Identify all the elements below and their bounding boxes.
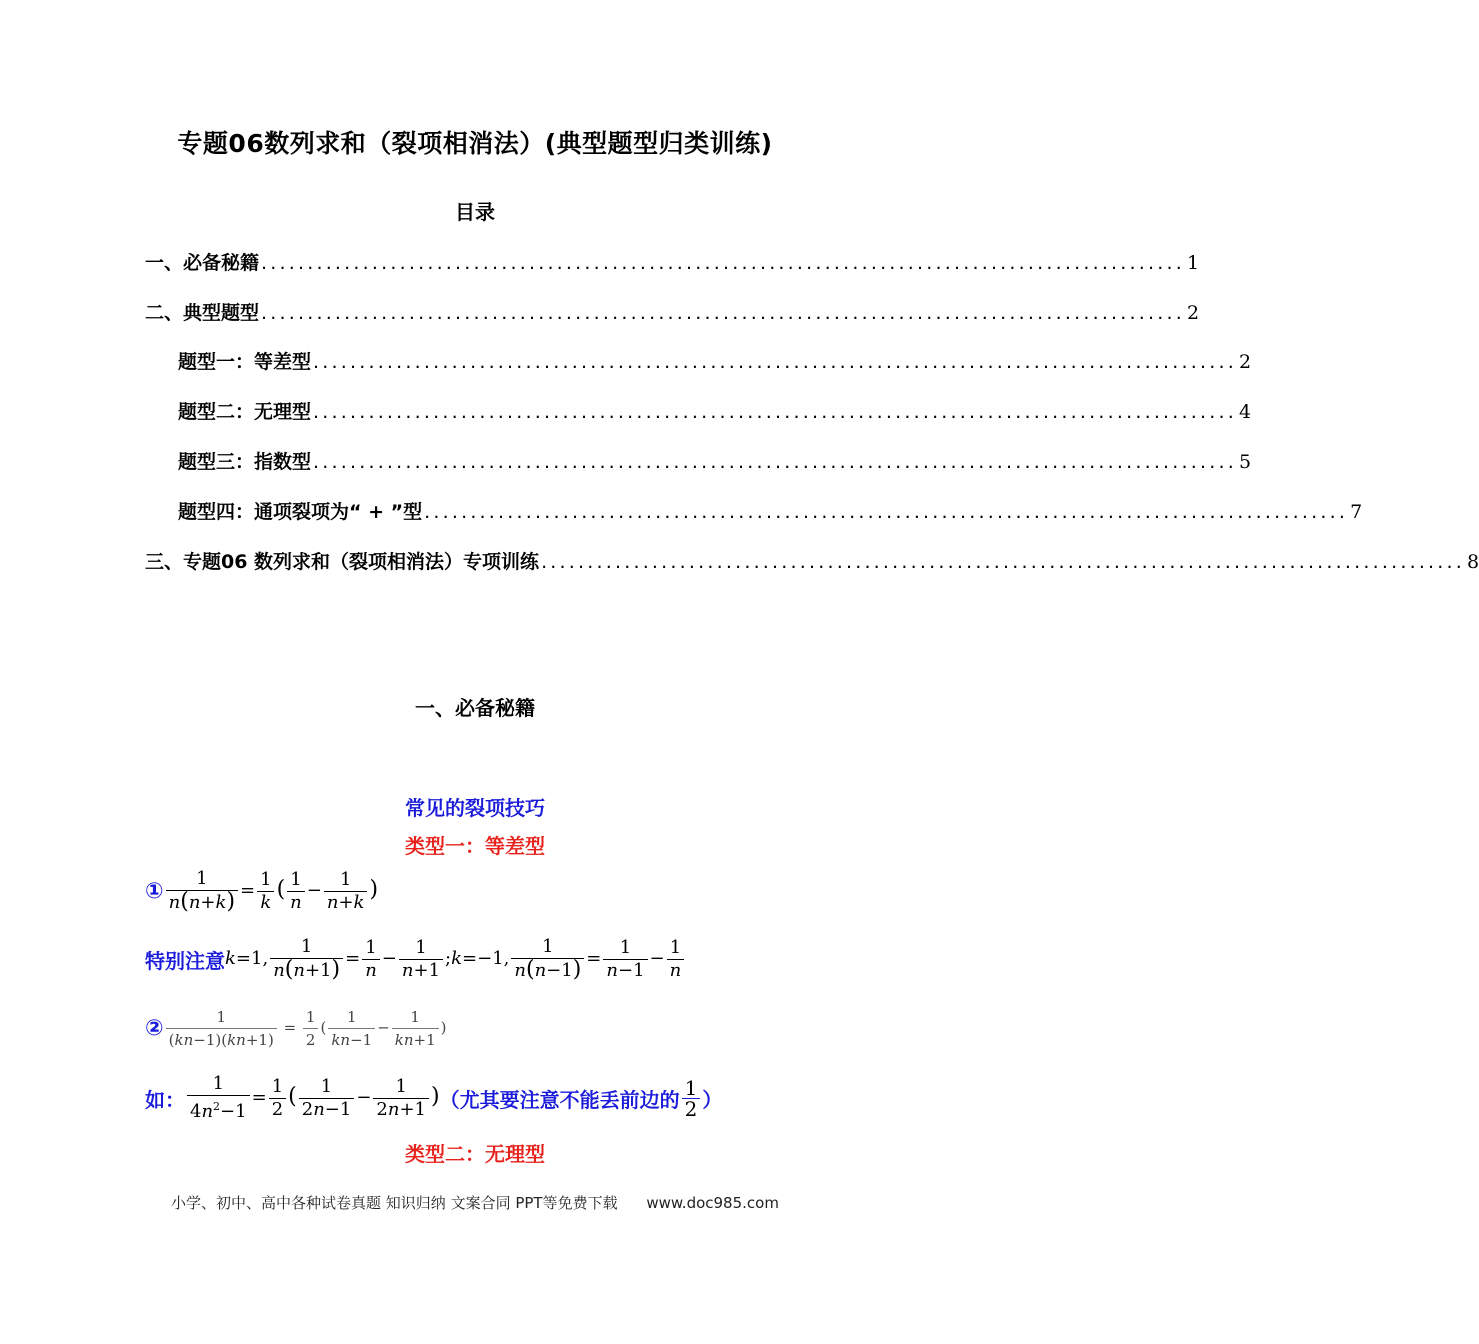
- footer-text: 小学、初中、高中各种试卷真题 知识归纳 文案合同 PPT等免费下载: [171, 1194, 618, 1212]
- toc-item-page: 8: [1467, 551, 1479, 573]
- special-note-math: k=1, $\frac{1}{n(n+1)}$ = $\frac{1}{n}$ − $\frac{1}{n+1}$ ;k=−1, $\frac{1}{n(n-1)}$ = $\frac{1}{n-1}$ − $\frac{1}{n}$: [225, 936, 686, 982]
- toc-leader-dots: ....................................................................................................: [313, 351, 1237, 373]
- type-heading-irrational: 类型二：无理型: [405, 1142, 545, 1166]
- toc-item-label: 三、专题06 数列求和（裂项相消法）专项训练: [145, 551, 540, 573]
- toc-item-label: 一、必备秘籍: [145, 252, 260, 274]
- toc-item-page: 5: [1238, 451, 1252, 473]
- toc-item-page: 4: [1238, 401, 1252, 423]
- toc-item-page: 2: [1238, 351, 1252, 373]
- type-heading-arithmetic: 类型一：等差型: [405, 834, 545, 858]
- toc-item-page: 7: [1350, 501, 1363, 523]
- toc-leader-dots: ....................................................................................................: [541, 551, 1466, 573]
- toc-item[interactable]: [145, 298, 1200, 325]
- special-note-label: 特别注意: [145, 948, 225, 973]
- special-note: [145, 936, 686, 982]
- toc-leader-dots: ....................................................................................................: [261, 252, 1185, 274]
- toc-item[interactable]: [145, 547, 1479, 574]
- toc-item-label: 二、典型题型: [145, 302, 260, 324]
- document-title: 专题06数列求和（裂项相消法）(典型题型归类训练): [177, 129, 773, 158]
- circled-number: ②: [145, 1016, 164, 1041]
- example-note-half: $\frac{1}{2}$: [680, 1078, 703, 1119]
- toc-leader-dots: ....................................................................................................: [261, 302, 1185, 324]
- toc-leader-dots: ....................................................................................................: [313, 451, 1237, 473]
- toc-item-label: 题型四：通项裂项为“ + ”型: [178, 501, 423, 523]
- example-note-end: ）: [702, 1087, 723, 1112]
- section-heading: 一、必备秘籍: [415, 696, 535, 720]
- toc-item-label: 题型一：等差型: [178, 351, 312, 373]
- circled-number: ①: [145, 878, 164, 904]
- toc-item-page: 1: [1186, 252, 1200, 274]
- example-label: 如：: [145, 1087, 185, 1112]
- example-math: $\frac{1}{4n^2-1}$ = $\frac{1}{2}$ ( $\frac{1}{2n-1}$ − $\frac{1}{2n+1}$ ): [185, 1073, 440, 1123]
- toc-heading: 目录: [455, 200, 495, 224]
- example-note: （尤其要注意不能丢前边的: [439, 1087, 680, 1112]
- toc-item[interactable]: [178, 347, 1252, 374]
- toc-item[interactable]: [145, 248, 1200, 275]
- footer-url[interactable]: www.doc985.com: [646, 1194, 779, 1212]
- formula-1-math: $\frac{1}{n(n+k)}$ = $\frac{1}{k}$ ( $\frac{1}{n}$ − $\frac{1}{n+k}$ ): [164, 868, 378, 914]
- formula-1: [145, 868, 378, 914]
- page-footer: [0, 1192, 950, 1213]
- toc-leader-dots: ....................................................................................................: [424, 501, 1349, 523]
- toc-item[interactable]: [178, 397, 1252, 424]
- toc-item[interactable]: [178, 497, 1363, 524]
- toc-item-label: 题型二：无理型: [178, 401, 312, 423]
- toc-item[interactable]: [178, 447, 1252, 474]
- example-line: [145, 1073, 722, 1123]
- toc-item-label: 题型三：指数型: [178, 451, 312, 473]
- toc-item-page: 2: [1186, 302, 1200, 324]
- section-subtitle: 常见的裂项技巧: [405, 796, 545, 820]
- toc-leader-dots: ....................................................................................................: [313, 401, 1237, 423]
- formula-2-math: $\frac{1}{(kn-1)(kn+1)}$ = $\frac{1}{2}$ ( $\frac{1}{kn-1}$ − $\frac{1}{kn+1}$ ): [164, 1006, 447, 1051]
- formula-2: [145, 1006, 447, 1051]
